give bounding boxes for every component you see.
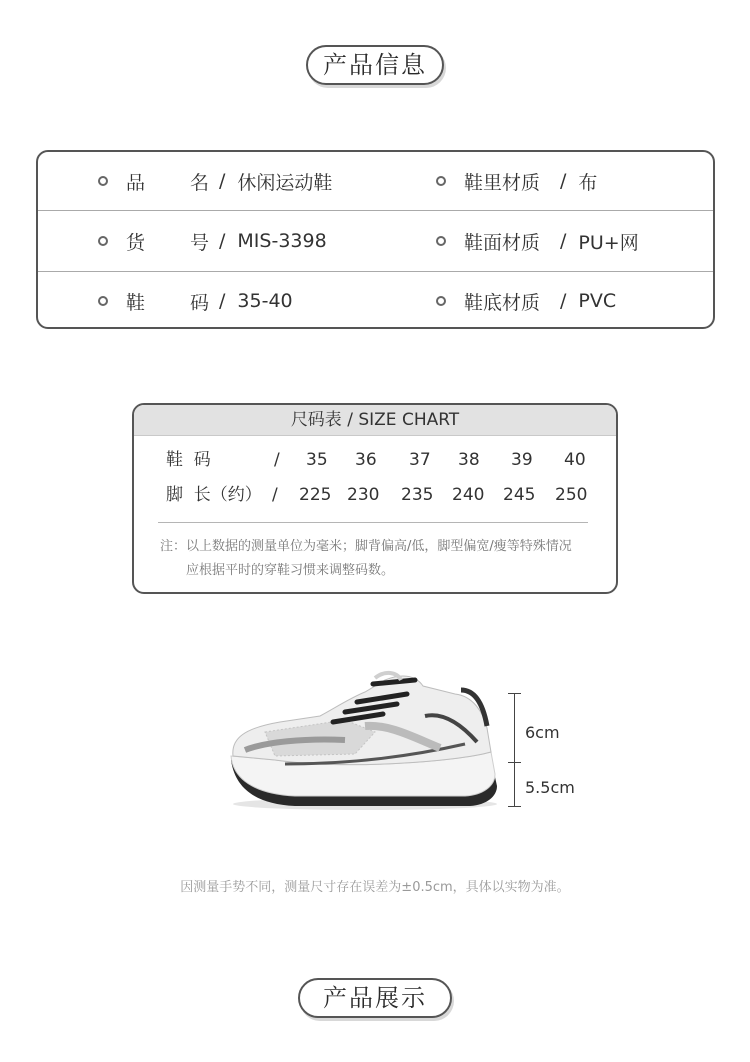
separator: / xyxy=(219,170,226,192)
size-cell: 39 xyxy=(511,450,533,470)
length-cell: 225 xyxy=(299,485,332,505)
bullet-icon xyxy=(98,176,108,186)
info-value-size: 35-40 xyxy=(237,290,293,312)
length-cell: 250 xyxy=(555,485,588,505)
separator: / xyxy=(272,485,278,505)
separator: / xyxy=(219,290,226,312)
size-note-line: 注：以上数据的测量单位为毫米；脚背偏高/低，脚型偏宽/瘦等特殊情况 xyxy=(160,539,572,554)
info-label: 号 xyxy=(189,231,209,254)
info-value-sole: PVC xyxy=(578,290,617,312)
size-chart xyxy=(132,403,618,594)
size-cell: 40 xyxy=(564,450,586,470)
size-cell: 37 xyxy=(409,450,431,470)
separator: / xyxy=(560,170,567,192)
info-cell-lining xyxy=(436,152,597,210)
dimension-tick xyxy=(508,693,521,694)
shoe-image xyxy=(225,668,505,818)
size-row xyxy=(134,445,616,475)
size-chart-title: 尺码表 / SIZE CHART xyxy=(134,405,616,436)
separator: / xyxy=(219,230,226,252)
size-note-line: 应根据平时的穿鞋习惯来调整码数。 xyxy=(186,563,395,578)
info-cell-size xyxy=(98,272,293,330)
height-dimension-line xyxy=(514,693,515,807)
info-cell-name xyxy=(98,152,332,210)
info-row xyxy=(38,152,713,211)
info-label: 鞋 xyxy=(126,291,146,314)
size-label: 鞋 码 xyxy=(166,450,211,470)
info-value-item-number: MIS-3398 xyxy=(237,230,327,252)
separator: / xyxy=(560,230,567,252)
info-label: 品 xyxy=(126,171,146,194)
size-cell: 36 xyxy=(355,450,377,470)
bullet-icon xyxy=(98,236,108,246)
info-value-lining: 布 xyxy=(578,171,598,194)
info-label: 货 xyxy=(126,231,146,254)
bullet-icon xyxy=(436,176,446,186)
info-cell-sole xyxy=(436,272,616,330)
info-row xyxy=(38,211,713,272)
bullet-icon xyxy=(436,296,446,306)
section-title-product-showcase: 产品展示 xyxy=(298,978,452,1018)
divider xyxy=(158,522,588,523)
bullet-icon xyxy=(436,236,446,246)
info-label: 鞋底材质 xyxy=(464,291,541,314)
info-label: 码 xyxy=(189,291,209,314)
info-cell-item-number xyxy=(98,211,327,271)
info-cell-upper xyxy=(436,211,639,271)
info-value-upper: PU+网 xyxy=(578,231,639,254)
info-row xyxy=(38,272,713,330)
length-cell: 230 xyxy=(347,485,380,505)
length-cell: 240 xyxy=(452,485,485,505)
dimension-tick xyxy=(508,806,521,807)
info-label: 名 xyxy=(189,171,209,194)
measurement-disclaimer: 因测量手势不同，测量尺寸存在误差为±0.5cm，具体以实物为准。 xyxy=(180,880,570,895)
foot-length-label: 脚 长（约） xyxy=(166,485,262,505)
size-cell: 35 xyxy=(306,450,328,470)
product-info-table xyxy=(36,150,715,329)
size-note xyxy=(160,535,600,583)
bullet-icon xyxy=(98,296,108,306)
upper-height-label: 6cm xyxy=(525,723,560,742)
info-value-name: 休闲运动鞋 xyxy=(237,171,333,194)
sneaker-icon xyxy=(225,668,505,818)
info-label: 鞋面材质 xyxy=(464,231,541,254)
sole-height-label: 5.5cm xyxy=(525,778,575,797)
length-cell: 245 xyxy=(503,485,536,505)
foot-length-row xyxy=(134,480,616,510)
length-cell: 235 xyxy=(401,485,434,505)
info-label: 鞋里材质 xyxy=(464,171,541,194)
section-title-product-info: 产品信息 xyxy=(306,45,444,85)
separator: / xyxy=(560,290,567,312)
separator: / xyxy=(274,450,280,470)
size-cell: 38 xyxy=(458,450,480,470)
dimension-tick xyxy=(508,762,521,763)
